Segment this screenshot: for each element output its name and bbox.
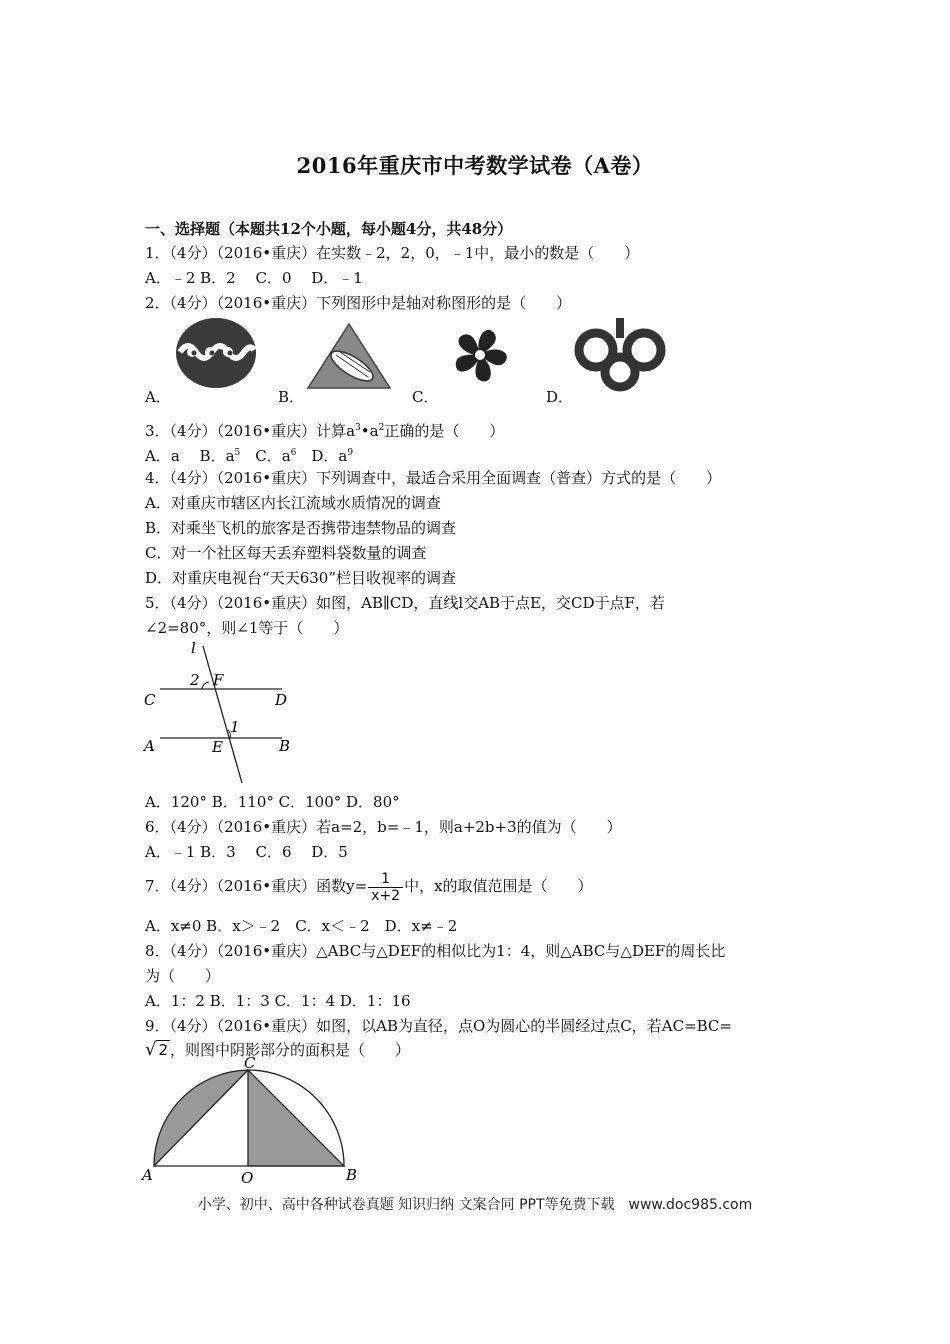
figure-semicircle: [140, 1054, 370, 1188]
question-9-stem-line1: 9．（4分）（2016•重庆）如图，以AB为直径，点O为圆心的半圆经过点C，若AC=BC=: [145, 1017, 732, 1035]
fraction: $\frac{1}{x+2}$: [368, 871, 403, 904]
figure-wave-emblem: [174, 316, 258, 390]
question-6-stem: 6．（4分）（2016•重庆）若a=2，b=﹣1，则a+2b+3的值为（ ）: [145, 818, 622, 836]
label-f: F: [213, 671, 224, 689]
question-7-options: A．x≠0 B．x＞﹣2 C．x＜﹣2 D．x≠﹣2: [145, 917, 458, 935]
question-3-stem: 3．（4分）（2016•重庆）计算$a^3•a^2$正确的是（ ）: [145, 422, 505, 440]
question-7-stem: 7．（4分）（2016•重庆）函数y= $\frac{1}{x+2}$ 中，x的取值范围是（ ）: [145, 870, 593, 904]
label-a: A: [144, 737, 155, 755]
question-8-stem-line1: 8．（4分）（2016•重庆）△ABC与△DEF的相似比为1：4，则△ABC与△DEF的周长比: [145, 942, 726, 960]
question-6-options: A．﹣1 B．3 C．6 D．5: [145, 843, 348, 861]
question-5-options: A．120° B．110° C．100° D．80°: [145, 793, 400, 811]
question-4-option-d: D．对重庆电视台“天天630”栏目收视率的调查: [145, 569, 456, 587]
question-4-stem: 4．（4分）（2016•重庆）下列调查中，最适合采用全面调查（普查）方式的是（ ）: [145, 469, 722, 487]
question-9-stem-line2: √ 2 ，则图中阴影部分的面积是（ ）: [145, 1039, 411, 1060]
label-b: B: [346, 1166, 358, 1184]
question-4-option-c: C．对一个社区每天丢弃塑料袋数量的调查: [145, 544, 427, 562]
question-2-stem: 2．（4分）（2016•重庆）下列图形中是轴对称图形的是（ ）: [145, 294, 572, 312]
label-a: A: [142, 1166, 153, 1184]
question-8-options: A．1：2 B．1：3 C．1：4 D．1：16: [145, 992, 411, 1010]
label-angle-1: 1: [230, 718, 240, 736]
question-4-option-a: A．对重庆市辖区内长江流域水质情况的调查: [145, 494, 441, 512]
figure-parallel-lines: [140, 640, 300, 788]
question-2-option-b: B．: [278, 388, 305, 406]
page-title: 2016年重庆市中考数学试卷（A卷）: [296, 153, 654, 178]
question-5-stem-line2: ∠2=80°，则∠1等于（ ）: [145, 619, 349, 637]
figure-three-rings: [574, 318, 666, 392]
figure-pinwheel-flower: [440, 318, 520, 392]
footer-watermark: 小学、初中、高中各种试卷真题 知识归纳 文案合同 PPT等免费下载 www.doc985.com: [197, 1197, 753, 1213]
question-8-stem-line2: 为（ ）: [145, 967, 221, 985]
figure-triangle-ellipse: [306, 322, 392, 390]
label-c: C: [144, 691, 156, 709]
label-b: B: [279, 737, 291, 755]
question-2-option-a: A．: [145, 388, 171, 406]
section-heading: 一、选择题（本题共12个小题，每小题4分，共48分）: [145, 220, 513, 238]
label-e: E: [212, 738, 223, 756]
question-3-options: A．a B．$a^5$ C．$a^6$ D．$a^9$: [145, 447, 354, 465]
question-1-options: A．﹣2 B．2 C．0 D．﹣1: [145, 269, 363, 287]
question-1-stem: 1．（4分）（2016•重庆）在实数﹣2，2，0，﹣1中，最小的数是（ ）: [145, 244, 640, 262]
label-l: l: [191, 639, 196, 657]
label-c: C: [244, 1054, 256, 1072]
label-d: D: [275, 691, 288, 709]
sqrt-symbol: √ 2: [145, 1039, 169, 1060]
label-angle-2: 2: [190, 671, 200, 689]
question-2-option-c: C．: [412, 388, 439, 406]
question-5-stem-line1: 5．（4分）（2016•重庆）如图，AB∥CD，直线l交AB于点E，交CD于点F，若: [145, 594, 665, 612]
question-2-option-d: D．: [546, 388, 574, 406]
label-o: O: [241, 1169, 254, 1187]
question-4-option-b: B．对乘坐飞机的旅客是否携带违禁物品的调查: [145, 519, 457, 537]
